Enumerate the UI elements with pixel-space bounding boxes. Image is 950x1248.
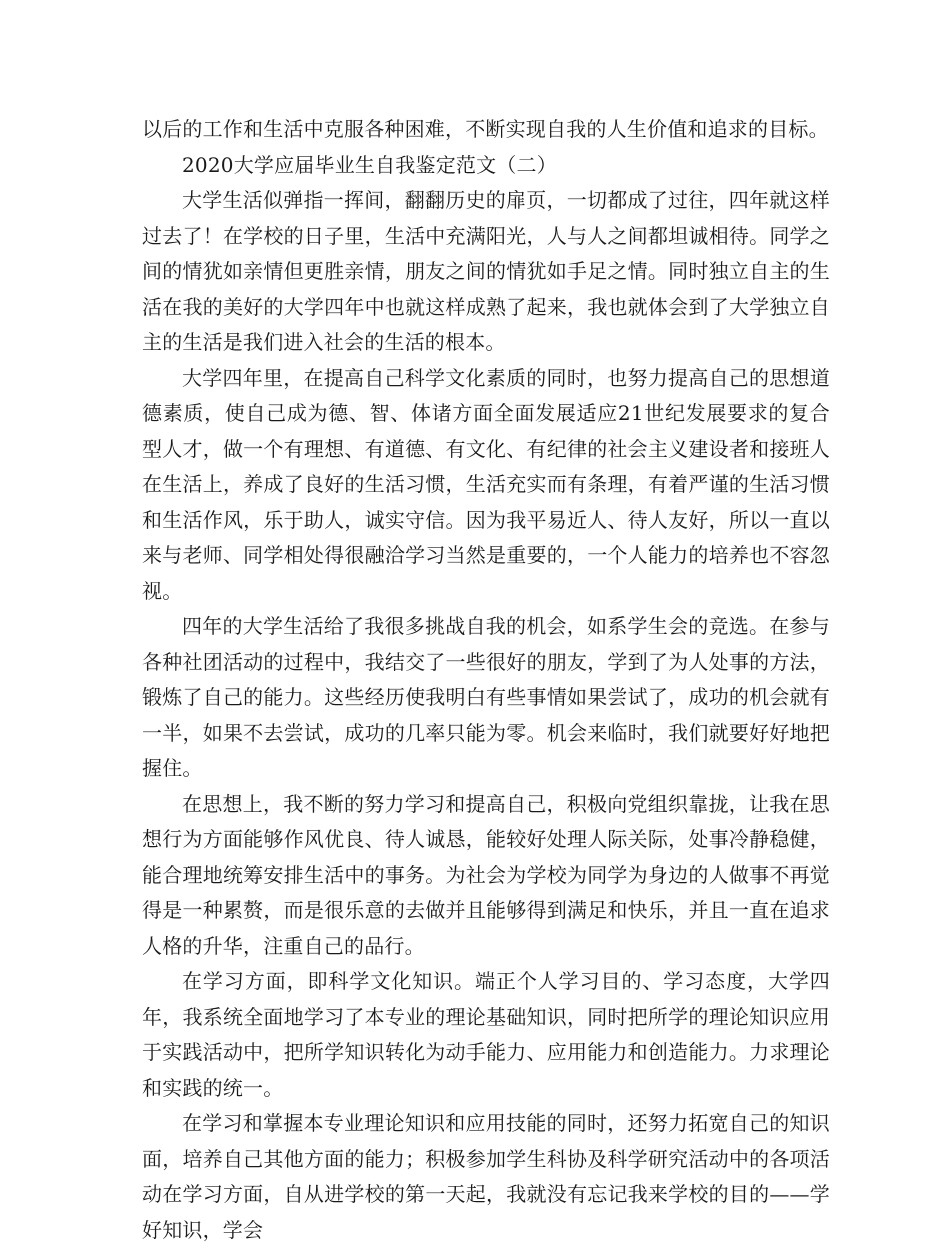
paragraph-2: 大学四年里，在提高自己科学文化素质的同时，也努力提高自己的思想道德素质，使自己成为德、智、体诸方面全面发展适应21世纪发展要求的复合型人才，做一个有理想、有道德、有文化、有纪律的社会主义建设者和接班人在生活上，养成了良好的生活习惯，生活充实而有条理，有着严谨的生活习惯和生活作风，乐于助人，诚实守信。因为我平易近人、待人友好，所以一直以来与老师、同学相处得很融洽学习当然是重要的，一个人能力的培养也不容忽视。 (142, 365, 830, 603)
paragraph-6: 在学习和掌握本专业理论知识和应用技能的同时，还努力拓宽自己的知识面，培养自己其他方面的能力；积极参加学生科协及科学研究活动中的各项活动在学习方面，自从进学校的第一天起，我就没有忘记我来学校的目的——学好知识，学会 (142, 1111, 830, 1242)
continuation-paragraph: 以后的工作和生活中克服各种困难，不断实现自我的人生价值和追求的目标。 (142, 117, 829, 141)
paragraph-3: 四年的大学生活给了我很多挑战自我的机会，如系学生会的竞选。在参与各种社团活动的过程中，我结交了一些很好的朋友，学到了为人处事的方法，锻炼了自己的能力。这些经历使我明白有些事情如果尝试了，成功的机会就有一半，如果不去尝试，成功的几率只能为零。机会来临时，我们就要好好地把握住。 (142, 614, 830, 780)
document-body (142, 112, 830, 1248)
paragraph-5: 在学习方面，即科学文化知识。端正个人学习目的、学习态度，大学四年，我系统全面地学习了本专业的理论基础知识，同时把所学的理论知识应用于实践活动中，把所学知识转化为动手能力、应用能力和创造能力。力求理论和实践的统一。 (142, 969, 830, 1100)
section-title: 2020大学应届毕业生自我鉴定范文（二） (182, 152, 557, 177)
paragraph-4: 在思想上，我不断的努力学习和提高自己，积极向党组织靠拢，让我在思想行为方面能够作风优良、待人诚恳，能较好处理人际关际，处事冷静稳健，能合理地统筹安排生活中的事务。为社会为学校为同学为身边的人做事不再觉得是一种累赘，而是很乐意的去做并且能够得到满足和快乐，并且一直在追求人格的升华，注重自己的品行。 (142, 791, 830, 958)
paragraph-1: 大学生活似弹指一挥间，翻翻历史的扉页，一切都成了过往，四年就这样过去了！在学校的日子里，生活中充满阳光，人与人之间都坦诚相待。同学之间的情犹如亲情但更胜亲情，朋友之间的情犹如手足之情。同时独立自主的生活在我的美好的大学四年中也就这样成熟了起来，我也就体会到了大学独立自主的生活是我们进入社会的生活的根本。 (142, 188, 830, 354)
